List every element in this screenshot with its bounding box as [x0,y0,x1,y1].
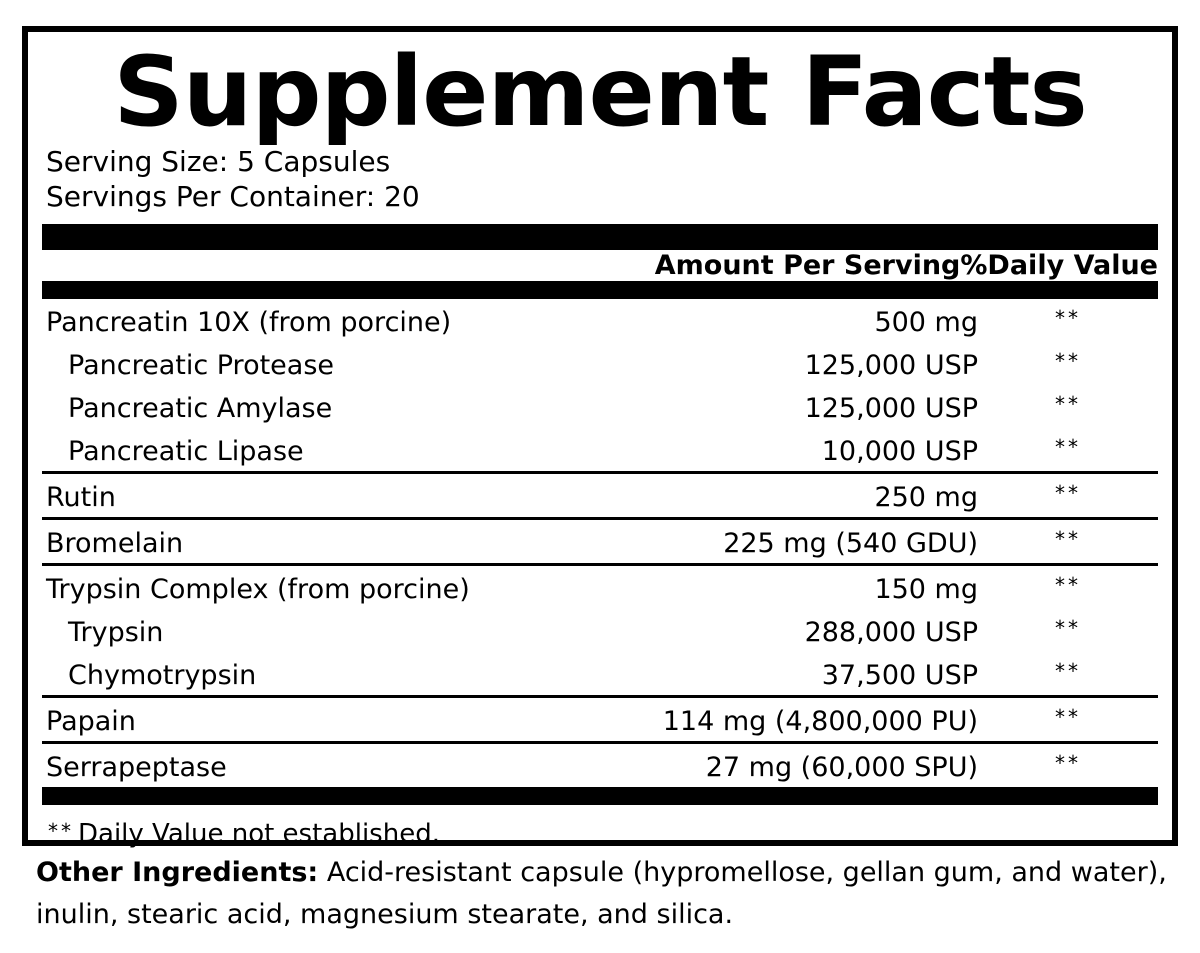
supplement-facts-panel [22,26,1178,849]
nutrient-amount: 500 mg [874,307,978,338]
nutrient-daily-value [978,566,1158,609]
daily-value-asterisks: ** [1055,527,1081,551]
nutrient-daily-value [978,299,1158,342]
table-row [42,744,1158,787]
other-ingredients-text: Acid-resistant capsule (hypromellose, gellan gum, and water), inulin, stearic acid, magnesium stearate, and silica. [36,857,1167,930]
nutrient-name: Trypsin [68,617,164,648]
footnote-text: Daily Value not established. [78,819,440,849]
servings-per-container-line: Servings Per Container: 20 [46,180,420,213]
nutrient-daily-value [978,609,1158,652]
nutrient-amount: 288,000 USP [804,617,978,648]
daily-value-asterisks: ** [1055,659,1081,683]
header-nutrient [42,250,655,281]
nutrient-name: Pancreatin 10X (from porcine) [46,307,452,338]
nutrient-amount: 114 mg (4,800,000 PU) [662,706,978,737]
table-row [42,385,1158,428]
nutrient-daily-value [978,744,1158,787]
divider-thick-header [42,281,1158,299]
table-row [42,698,1158,741]
table-row [42,609,1158,652]
nutrient-rows-table [42,299,1158,787]
nutrient-daily-value [978,428,1158,471]
nutrient-name: Pancreatic Amylase [68,393,333,424]
table-row [42,566,1158,609]
nutrient-name: Pancreatic Lipase [68,436,304,467]
divider-thick-top [42,224,1158,250]
nutrient-amount: 225 mg (540 GDU) [723,528,978,559]
daily-value-asterisks: ** [1055,435,1081,459]
nutrient-daily-value [978,342,1158,385]
nutrient-name: Bromelain [46,528,184,559]
daily-value-asterisks: ** [1055,349,1081,373]
daily-value-asterisks: ** [1055,392,1081,416]
nutrient-daily-value [978,520,1158,563]
nutrient-amount: 250 mg [874,482,978,513]
other-ingredients-label: Other Ingredients: [36,857,319,888]
nutrient-amount: 37,500 USP [821,660,978,691]
nutrient-daily-value [978,385,1158,428]
nutrient-amount: 150 mg [874,574,978,605]
nutrient-name: Rutin [46,482,116,513]
table-row [42,342,1158,385]
nutrient-name: Papain [46,706,136,737]
daily-value-asterisks: ** [1055,616,1081,640]
header-amount-per-serving: Amount Per Serving [654,250,961,281]
nutrition-table-body [42,250,1158,281]
header-daily-value: %Daily Value [960,250,1158,281]
table-header-row [42,250,1158,281]
table-row [42,299,1158,342]
daily-value-asterisks: ** [1055,751,1081,775]
divider-thick-bottom [42,787,1158,805]
serving-size-line: Serving Size: 5 Capsules [46,145,391,178]
nutrient-amount: 10,000 USP [821,436,978,467]
nutrient-amount: 125,000 USP [804,393,978,424]
footnote-asterisks: ** [48,819,74,843]
nutrient-daily-value [978,652,1158,695]
page-title: Supplement Facts [113,36,1087,148]
nutrient-rows-body [42,299,1158,787]
nutrient-name: Chymotrypsin [68,660,257,691]
nutrient-name: Pancreatic Protease [68,350,335,381]
nutrient-amount: 125,000 USP [804,350,978,381]
nutrient-name: Trypsin Complex (from porcine) [46,574,470,605]
daily-value-asterisks: ** [1055,573,1081,597]
daily-value-asterisks: ** [1055,306,1081,330]
nutrient-name: Serrapeptase [46,752,227,783]
table-row [42,520,1158,563]
nutrition-table [42,250,1158,281]
nutrient-amount: 27 mg (60,000 SPU) [705,752,978,783]
table-row [42,474,1158,517]
table-row [42,652,1158,695]
table-row [42,428,1158,471]
daily-value-asterisks: ** [1055,705,1081,729]
nutrient-daily-value [978,474,1158,517]
daily-value-asterisks: ** [1055,481,1081,505]
daily-value-footnote [42,805,1158,851]
nutrient-daily-value [978,698,1158,741]
other-ingredients [36,852,1176,936]
